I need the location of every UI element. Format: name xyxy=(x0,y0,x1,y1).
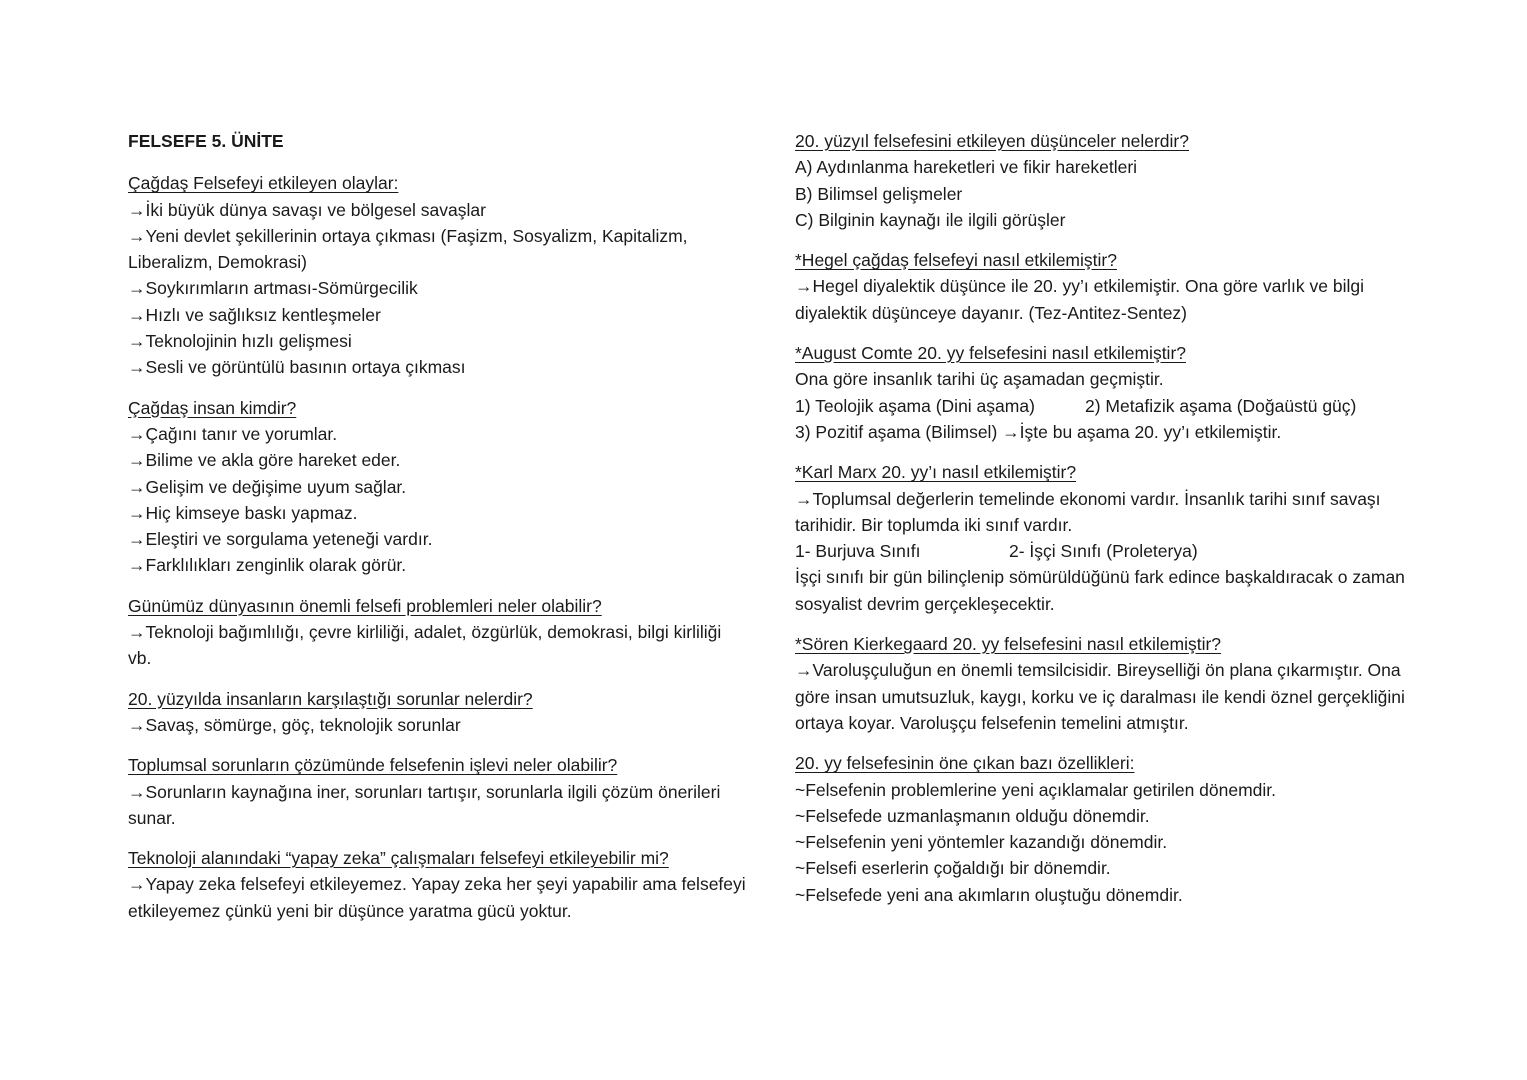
list-item: →Savaş, sömürge, göç, teknolojik sorunlar xyxy=(128,714,461,735)
list-item: →Teknoloji bağımlılığı, çevre kirliliği, adalet, özgürlük, demokrasi, bilgi kirliliği vb. xyxy=(128,622,722,669)
right-column xyxy=(795,128,1435,922)
list-item: B) Bilimsel gelişmeler xyxy=(795,183,963,204)
tilde-bullet: ~ xyxy=(795,779,806,800)
list-item: ~Felsefenin problemlerine yeni açıklamalar getirilen dönemdir. xyxy=(795,779,1277,800)
arrow-icon: → xyxy=(128,622,146,643)
section-heading: 20. yüzyıl felsefesini etkileyen düşünceler nelerdir? xyxy=(795,131,1189,151)
arrow-icon: → xyxy=(128,476,146,497)
left-column xyxy=(128,128,748,938)
stage-item: 2) Metafizik aşama (Doğaüstü güç) xyxy=(1085,395,1357,416)
arrow-icon: → xyxy=(128,225,146,246)
list-item: →Bilime ve akla göre hareket eder. xyxy=(128,450,401,471)
section-hegel xyxy=(795,247,1435,326)
stage-item: 3) Pozitif aşama (Bilimsel) →İşte bu aşama 20. yy’ı etkilemiştir. xyxy=(795,421,1282,442)
section-heading: *Karl Marx 20. yy’ı nasıl etkilemiştir? xyxy=(795,462,1077,483)
list-item: ~Felsefede uzmanlaşmanın olduğu dönemdir. xyxy=(795,805,1150,826)
list-item: ~Felsefi eserlerin çoğaldığı bir dönemdir. xyxy=(795,858,1111,879)
paragraph: →Varoluşçuluğun en önemli temsilcisidir. Bireyselliği ön plana çıkarmıştır. Ona göre insan umutsuzluk, kaygı, korku ve iç daralması ile kendi öznel gerçekliğini ortaya koyar. Varoluşçu felsefenin temelini atmıştır. xyxy=(795,660,1405,733)
arrow-icon: → xyxy=(128,450,146,471)
arrow-icon: → xyxy=(128,781,146,802)
list-item: →Eleştiri ve sorgulama yeteneği vardır. xyxy=(128,529,433,550)
section-heading: *August Comte 20. yy felsefesini nasıl etkilemiştir? xyxy=(795,343,1186,364)
section-philosophy-function xyxy=(128,752,748,831)
section-contemporary-events xyxy=(128,170,748,380)
section-heading: Günümüz dünyasının önemli felsefi problemleri neler olabilir? xyxy=(128,595,602,616)
list-item: →Sesli ve görüntülü basının ortaya çıkması xyxy=(128,357,466,378)
section-marx xyxy=(795,459,1435,617)
arrow-icon: → xyxy=(128,874,146,895)
list-item: A) Aydınlanma hareketleri ve fikir hareketleri xyxy=(795,157,1138,178)
section-contemporary-human xyxy=(128,395,748,579)
arrow-icon: → xyxy=(128,714,146,735)
arrow-icon: → xyxy=(128,529,146,550)
tilde-bullet: ~ xyxy=(795,832,806,853)
section-influential-thoughts xyxy=(795,128,1435,233)
arrow-icon: → xyxy=(795,660,813,681)
arrow-icon: → xyxy=(128,357,146,378)
arrow-icon: → xyxy=(128,502,146,523)
paragraph: İşçi sınıfı bir gün bilinçlenip sömürüldüğünü fark edince başkaldıracak o zaman sosyalist devrim gerçekleşecektir. xyxy=(795,567,1405,614)
section-heading: *Hegel çağdaş felsefeyi nasıl etkilemiştir? xyxy=(795,250,1117,271)
section-heading: *Sören Kierkegaard 20. yy felsefesini nasıl etkilemiştir? xyxy=(795,634,1222,655)
list-item: C) Bilginin kaynağı ile ilgili görüşler xyxy=(795,209,1066,230)
list-item: ~Felsefenin yeni yöntemler kazandığı dönemdir. xyxy=(795,832,1168,853)
list-item: →Hiç kimseye baskı yapmaz. xyxy=(128,502,358,523)
arrow-icon: → xyxy=(128,423,146,444)
list-item: →Teknolojinin hızlı gelişmesi xyxy=(128,331,352,352)
section-philosophical-problems xyxy=(128,593,748,672)
classes-row xyxy=(795,538,1435,564)
section-kierkegaard xyxy=(795,631,1435,736)
arrow-icon: → xyxy=(1002,421,1020,442)
list-item: →Gelişim ve değişime uyum sağlar. xyxy=(128,476,407,497)
section-heading: Toplumsal sorunların çözümünde felsefenin işlevi neler olabilir? xyxy=(128,755,618,776)
tilde-bullet: ~ xyxy=(795,805,806,826)
arrow-icon: → xyxy=(128,199,146,220)
section-features xyxy=(795,750,1435,908)
list-item: →İki büyük dünya savaşı ve bölgesel savaşlar xyxy=(128,199,486,220)
paragraph: Ona göre insanlık tarihi üç aşamadan geçmiştir. xyxy=(795,369,1164,390)
arrow-icon: → xyxy=(128,331,146,352)
arrow-icon: → xyxy=(128,278,146,299)
list-item: →Sorunların kaynağına iner, sorunları tartışır, sorunlarla ilgili çözüm önerileri sunar. xyxy=(128,781,721,828)
section-heading: Çağdaş Felsefeyi etkileyen olaylar: xyxy=(128,173,399,194)
section-20th-century-problems xyxy=(128,686,748,739)
paragraph: →Toplumsal değerlerin temelinde ekonomi vardır. İnsanlık tarihi sınıf savaşı tarihidir. Bir toplumda iki sınıf vardır. xyxy=(795,488,1381,535)
list-item: →Yeni devlet şekillerinin ortaya çıkması (Faşizm, Sosyalizm, Kapitalizm, Liberalizm, Demokrasi) xyxy=(128,225,688,273)
list-item: →Hızlı ve sağlıksız kentleşmeler xyxy=(128,304,381,325)
section-heading: Çağdaş insan kimdir? xyxy=(128,397,297,418)
section-artificial-intelligence xyxy=(128,845,748,924)
arrow-icon: → xyxy=(795,488,813,509)
section-comte xyxy=(795,340,1435,445)
arrow-icon: → xyxy=(795,276,813,297)
list-item: →Yapay zeka felsefeyi etkileyemez. Yapay zeka her şeyi yapabilir ama felsefeyi etkileyemez çünkü yeni bir düşünce yaratma gücü yoktur. xyxy=(128,874,746,921)
list-item: →Soykırımların artması-Sömürgecilik xyxy=(128,278,418,299)
arrow-icon: → xyxy=(128,555,146,576)
section-heading: 20. yy felsefesinin öne çıkan bazı özellikleri: xyxy=(795,753,1135,774)
list-item: →Farklılıkları zenginlik olarak görür. xyxy=(128,555,407,576)
arrow-icon: → xyxy=(128,304,146,325)
stages-row xyxy=(795,393,1435,419)
list-item: →Çağını tanır ve yorumlar. xyxy=(128,423,338,444)
tilde-bullet: ~ xyxy=(795,858,806,879)
tilde-bullet: ~ xyxy=(795,884,806,905)
section-heading: Teknoloji alanındaki “yapay zeka” çalışmaları felsefeyi etkileyebilir mi? xyxy=(128,848,669,869)
class-item: 1- Burjuva Sınıfı xyxy=(795,541,921,562)
section-heading: 20. yüzyılda insanların karşılaştığı sorunlar nelerdir? xyxy=(128,688,533,709)
stage-item: 1) Teolojik aşama (Dini aşama) xyxy=(795,395,1035,416)
list-item: ~Felsefede yeni ana akımların oluştuğu dönemdir. xyxy=(795,884,1183,905)
class-item: 2- İşçi Sınıfı (Proleterya) xyxy=(1009,541,1198,562)
document-title: FELSEFE 5. ÜNİTE xyxy=(128,131,284,151)
paragraph: →Hegel diyalektik düşünce ile 20. yy’ı etkilemiştir. Ona göre varlık ve bilgi diyalektik düşünceye dayanır. (Tez-Antitez-Sentez) xyxy=(795,276,1364,323)
